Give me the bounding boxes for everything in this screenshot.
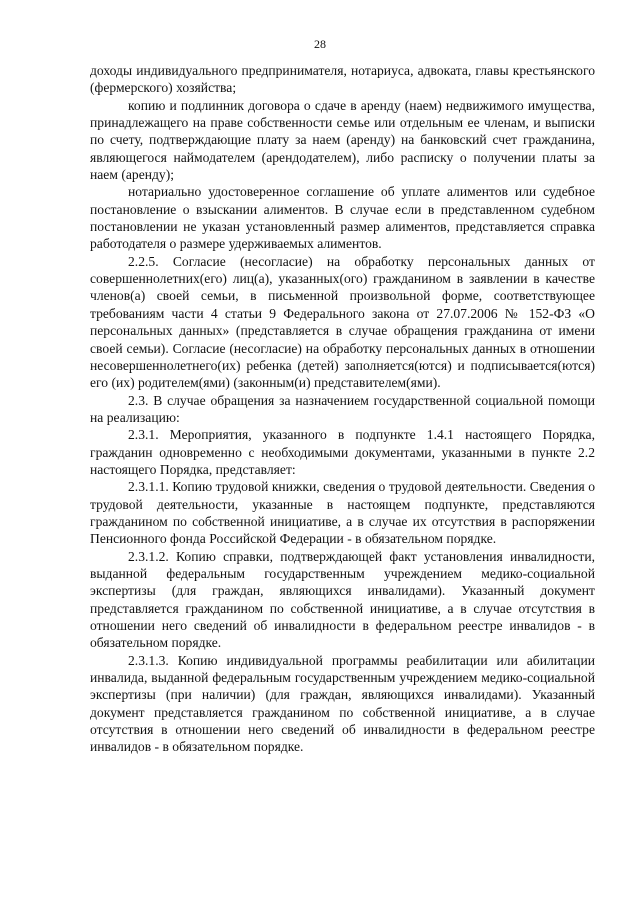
document-body <box>90 62 595 756</box>
paragraph-alimony-agreement: нотариально удостоверенное соглашение об уплате алиментов или судебное постановление о взыскании алиментов. В случае если в представленном судебном постановлении не указан установленный размер алиментов, представляется справка работодателя о размере удерживаемых алиментов. <box>90 184 595 252</box>
paragraph-2-3-1-1: 2.3.1.1. Копию трудовой книжки, сведения о трудовой деятельности. Сведения о трудовой деятельности, указанные в настоящем подпункте, представляются гражданином по собственной инициативе, а в случае их отсутствия в распоряжении Пенсионного фонда Российской Федерации - в обязательном порядке. <box>90 479 595 547</box>
paragraph-2-2-5: 2.2.5. Согласие (несогласие) на обработку персональных данных от совершеннолетних(его) лиц(а), указанных(ого) гражданином в заявлении в качестве членов(а) своей семьи, в письменной произвольной форме, соответствующее требованиям части 4 статьи 9 Федерального закона от 27.07.2006 № 152-ФЗ «О персональных данных» (представляется в случае обращения гражданина от имени своей семьи). Согласие (несогласие) на обработку персональных данных в отношении несовершеннолетнего(их) ребенка (детей) заполняется(ются) и подписывается(ются) его (их) родителем(ями) (законным(и) представителем(ями). <box>90 253 595 391</box>
page-number: 28 <box>314 37 326 51</box>
paragraph-2-3-1-3: 2.3.1.3. Копию индивидуальной программы реабилитации или абилитации инвалида, выданной федеральным государственным учреждением медико-социальной экспертизы (при наличии) (для граждан, являющихся инвалидами). Указанный документ представляется гражданином по собственной инициативе, а в случае отсутствия в отношении него сведений об инвалидности в федеральном реестре инвалидов - в обязательном порядке. <box>90 652 595 755</box>
paragraph-2-3-1-2: 2.3.1.2. Копию справки, подтверждающей факт установления инвалидности, выданной федеральным государственным учреждением медико-социальной экспертизы (для граждан, являющихся инвалидами). Указанный документ представляется гражданином по собственной инициативе, а в случае отсутствия в отношении него сведений об инвалидности в федеральном реестре инвалидов - в обязательном порядке. <box>90 548 595 651</box>
paragraph-lease-contract: копию и подлинник договора о сдаче в аренду (наем) недвижимого имущества, принадлежащего на праве собственности семье или отдельным ее членам, и выписки по счету, подтверждающие плату за наем (аренду) на банковский счет гражданина, являющегося наймодателем (арендодателем), либо расписку о получении платы за наем (аренду); <box>90 97 595 183</box>
paragraph-income-continuation: доходы индивидуального предпринимателя, нотариуса, адвоката, главы крестьянского (фермерского) хозяйства; <box>90 63 595 96</box>
paragraph-2-3: 2.3. В случае обращения за назначением государственной социальной помощи на реализацию: <box>90 392 595 425</box>
paragraph-2-3-1: 2.3.1. Мероприятия, указанного в подпункте 1.4.1 настоящего Порядка, гражданин одновременно с необходимыми документами, указанными в пункте 2.2 настоящего Порядка, представляет: <box>90 427 595 477</box>
